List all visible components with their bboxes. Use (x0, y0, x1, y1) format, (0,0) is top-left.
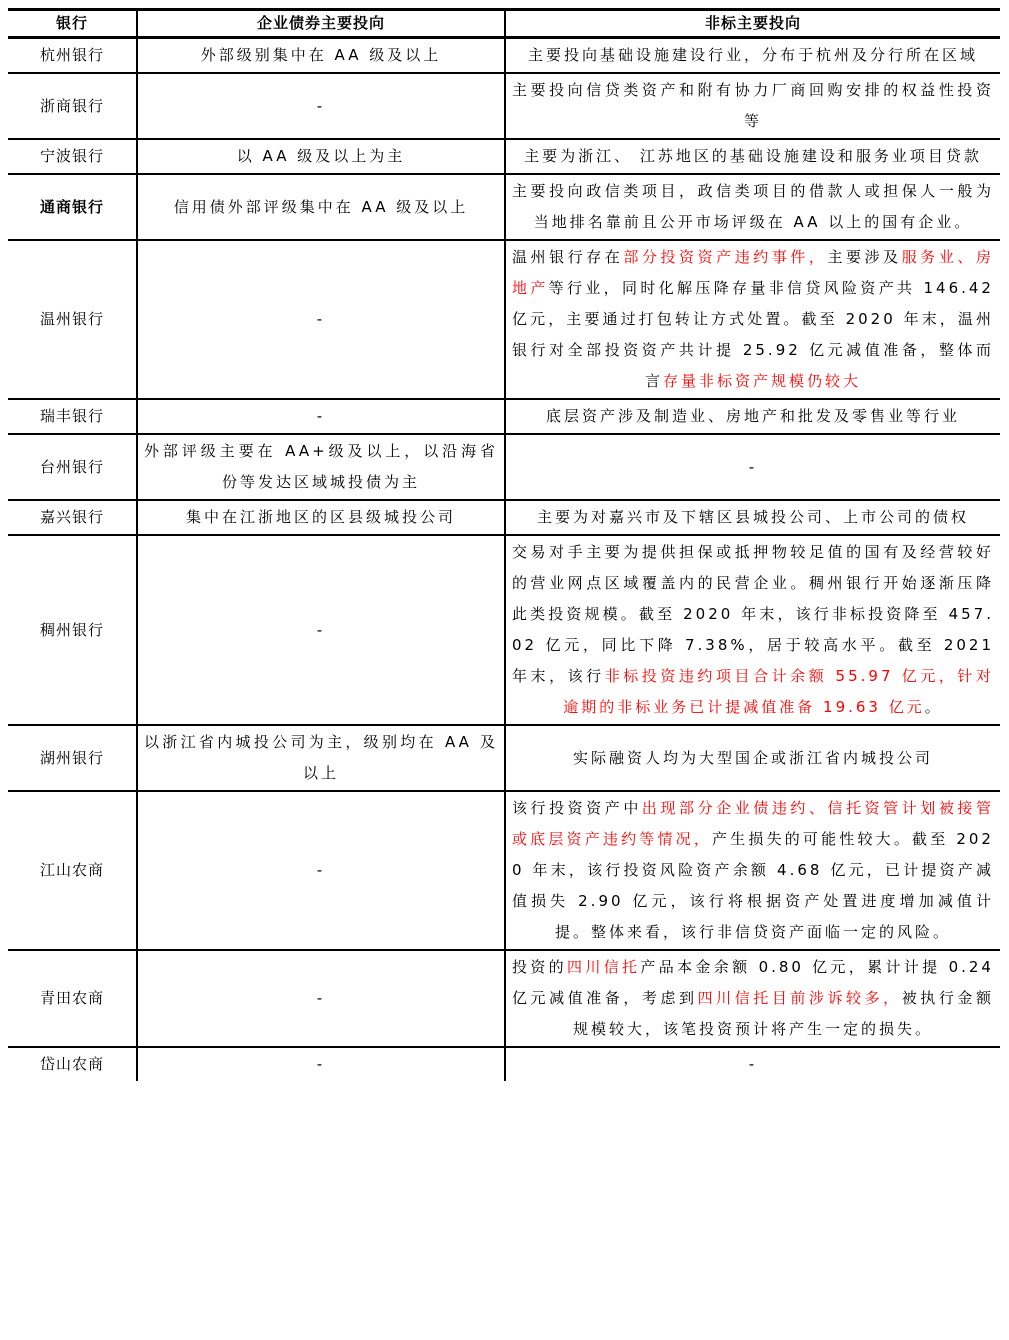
cell-text: 主要投向基础设施建设行业，分布于杭州及分行所在区域 (527, 46, 978, 64)
nonstandard-direction-cell (505, 434, 1000, 500)
nonstandard-direction-cell (505, 500, 1000, 535)
bond-direction-cell (137, 1047, 505, 1081)
table-row (8, 399, 1000, 434)
cell-text: 投资的 (512, 958, 568, 976)
risk-highlight-text: 四川信托 (567, 958, 641, 976)
bank-name-cell: 青田农商 (8, 950, 137, 1047)
cell-text: 被执行金额规模较大，该笔投资预计将产生一定的损失。 (572, 989, 994, 1038)
header-row (8, 10, 1000, 38)
table-row (8, 174, 1000, 240)
nonstandard-direction-cell (505, 240, 1000, 399)
cell-text: - (316, 861, 326, 879)
cell-text: - (316, 407, 326, 425)
bond-direction-cell (137, 725, 505, 791)
bank-name-cell: 杭州银行 (8, 38, 137, 74)
cell-text: - (316, 310, 326, 328)
bank-name-cell: 岱山农商 (8, 1047, 137, 1081)
bank-name-cell: 江山农商 (8, 791, 137, 950)
cell-text: - (316, 1055, 326, 1073)
cell-text: 主要为对嘉兴市及下辖区县城投公司、上市公司的债权 (536, 508, 969, 526)
cell-text: 以 AA 级及以上为主 (236, 147, 406, 165)
column-header-nonstandard-direction: 非标主要投向 (505, 10, 1000, 38)
table-row (8, 1047, 1000, 1081)
bank-name-cell: 嘉兴银行 (8, 500, 137, 535)
table-row (8, 500, 1000, 535)
bank-name-cell: 温州银行 (8, 240, 137, 399)
cell-text: 以浙江省内城投公司为主，级别均在 AA 及以上 (144, 733, 498, 782)
cell-text: 主要投向政信类项目，政信类项目的借款人或担保人一般为当地排名靠前且公开市场评级在 AA 以上的国有企业。 (512, 182, 994, 231)
bond-direction-cell (137, 73, 505, 139)
bond-direction-cell (137, 174, 505, 240)
cell-text: 交易对手主要为提供担保或抵押物较足值的国有及经营较好的营业网点区域覆盖内的民营企业。稠州银行开始逐渐压降此类投资规模。截至 2020 年末，该行非标投资降至 457.02 亿元，同比下降 7.38%，居于较高水平。截至 2021 年末，该行 (512, 543, 994, 685)
nonstandard-direction-cell (505, 174, 1000, 240)
bond-direction-cell (137, 399, 505, 434)
nonstandard-direction-cell (505, 791, 1000, 950)
cell-text: - (316, 96, 326, 115)
table-row (8, 791, 1000, 950)
bond-direction-cell (137, 950, 505, 1047)
bank-investment-table (8, 8, 1000, 1081)
bank-name-cell: 稠州银行 (8, 535, 137, 725)
column-header-bank: 银行 (8, 10, 137, 38)
bond-direction-cell (137, 240, 505, 399)
cell-text: - (748, 457, 758, 476)
table-row (8, 38, 1000, 74)
bond-direction-cell (137, 500, 505, 535)
risk-highlight-text: 服务业、房地产 (512, 248, 994, 297)
bank-name-cell: 宁波银行 (8, 139, 137, 174)
nonstandard-direction-cell (505, 1047, 1000, 1081)
table-header (8, 10, 1000, 38)
cell-text: 该行投资资产中 (512, 799, 642, 817)
cell-text: 产品本金余额 0.80 亿元，累计计提 0.24 亿元减值准备，考虑到 (512, 958, 994, 1007)
bank-name-cell: 瑞丰银行 (8, 399, 137, 434)
cell-text: 产生损失的可能性较大。截至 2020 年末，该行投资风险资产余额 4.68 亿元，已计提资产减值损失 2.90 亿元，该行将根据资产处置进度增加减值计提。整体来看，该行非信贷资产面临一定的风险。 (512, 830, 994, 941)
table-body (8, 38, 1000, 1082)
cell-text: 主要涉及 (827, 248, 902, 266)
table-row (8, 139, 1000, 174)
cell-text: 温州银行存在 (512, 248, 624, 266)
risk-highlight-text: 存量非标资产规模仍较大 (663, 372, 862, 390)
cell-text: 实际融资人均为大型国企或浙江省内城投公司 (572, 748, 933, 767)
table-row (8, 240, 1000, 399)
nonstandard-direction-cell (505, 139, 1000, 174)
bond-direction-cell (137, 139, 505, 174)
nonstandard-direction-cell (505, 950, 1000, 1047)
nonstandard-direction-cell (505, 399, 1000, 434)
table-row (8, 725, 1000, 791)
bank-name-cell: 浙商银行 (8, 73, 137, 139)
risk-highlight-text: 非标投资违约项目合计余额 55.97 亿元，针对逾期的非标业务已计提减值准备 19.63 亿元 (563, 667, 994, 716)
risk-highlight-text: 四川信托目前涉诉较多， (697, 989, 902, 1007)
cell-text: 外部级别集中在 AA 级及以上 (200, 46, 442, 64)
cell-text: 底层资产涉及制造业、房地产和批发及零售业等行业 (545, 407, 960, 425)
cell-text: 等行业，同时化解压降存量非信贷风险资产共 146.42 亿元，主要通过打包转让方式处置。截至 2020 年末，温州银行对全部投资资产共计提 25.92 亿元减值准备，整体而言 (512, 279, 994, 390)
table-row (8, 950, 1000, 1047)
risk-highlight-text: 出现部分企业债违约、信托资管计划被接管或底层资产违约等情况， (512, 799, 994, 848)
bond-direction-cell (137, 535, 505, 725)
cell-text: 集中在江浙地区的区县级城投公司 (185, 508, 456, 526)
column-header-bond-direction: 企业债券主要投向 (137, 10, 505, 38)
nonstandard-direction-cell (505, 725, 1000, 791)
document-page (0, 8, 1009, 1081)
cell-text: - (316, 620, 326, 639)
cell-text: 主要为浙江、 江苏地区的基础设施建设和服务业项目贷款 (524, 147, 982, 165)
nonstandard-direction-cell (505, 535, 1000, 725)
bond-direction-cell (137, 434, 505, 500)
cell-text: 。 (924, 698, 943, 716)
bank-name-cell: 台州银行 (8, 434, 137, 500)
bond-direction-cell (137, 791, 505, 950)
nonstandard-direction-cell (505, 73, 1000, 139)
table-row (8, 73, 1000, 139)
cell-text: 主要投向信贷类资产和附有协力厂商回购安排的权益性投资等 (512, 81, 994, 130)
cell-text: 信用债外部评级集中在 AA 级及以上 (173, 197, 469, 216)
risk-highlight-text: 部分投资资产违约事件， (623, 248, 828, 266)
table-row (8, 535, 1000, 725)
cell-text: - (748, 1055, 758, 1073)
bank-name-cell: 通商银行 (8, 174, 137, 240)
table-row (8, 434, 1000, 500)
cell-text: 外部评级主要在 AA+级及以上，以沿海省份等发达区域城投债为主 (144, 442, 498, 491)
cell-text: - (316, 989, 326, 1007)
bond-direction-cell (137, 38, 505, 74)
bank-name-cell: 湖州银行 (8, 725, 137, 791)
nonstandard-direction-cell (505, 38, 1000, 74)
